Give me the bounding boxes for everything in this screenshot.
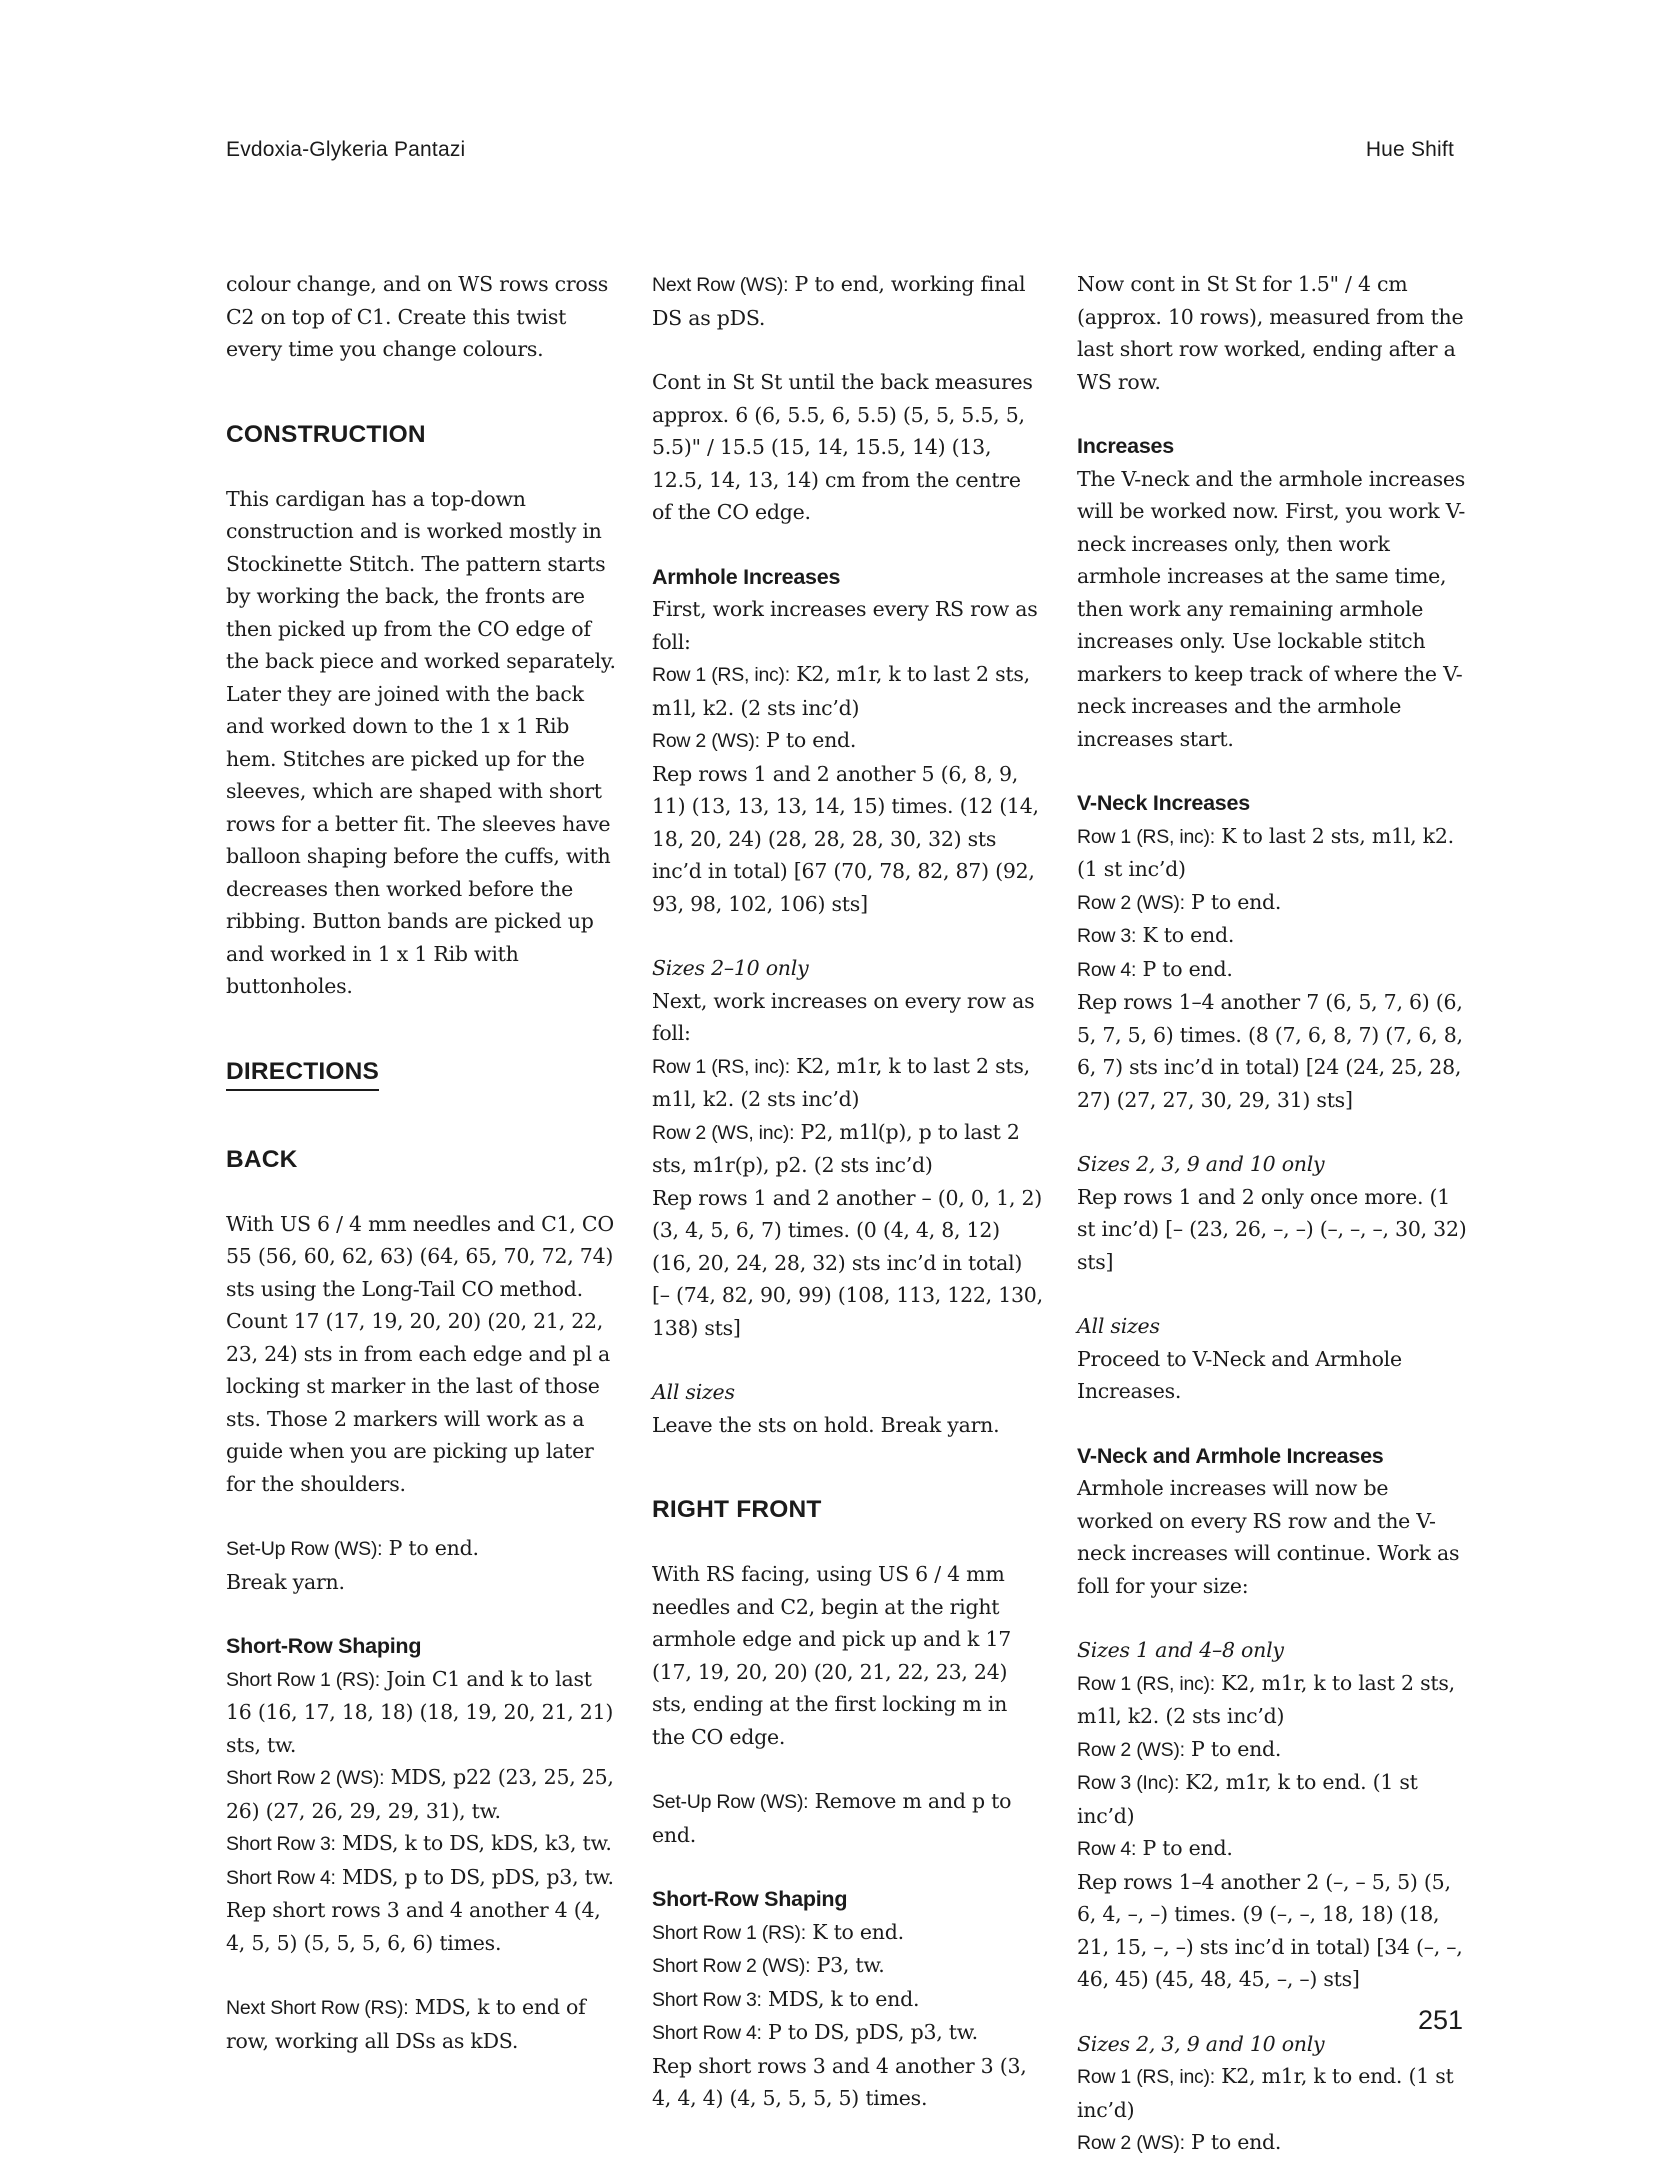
combined-row-4-label: Row 4:	[1077, 1838, 1137, 1860]
all-sizes-note: All sizes	[652, 1380, 735, 1404]
combined-row-3	[1077, 1766, 1469, 1832]
next-short-row-text: MDS, k to end of row, working all DSs as kDS.	[226, 1995, 586, 2053]
next-row-ws-label: Next Row (WS):	[652, 274, 789, 296]
rf-short-row-1-label: Short Row 1 (RS):	[652, 1921, 806, 1944]
final-row-1-text: K2, m1r, k to end. (1 st inc’d)	[1077, 2064, 1454, 2122]
combined-row-4	[1077, 1832, 1469, 1866]
armhole-increases-heading: Armhole Increases	[652, 564, 841, 589]
rf-short-row-1-text: K to end.	[805, 1919, 904, 1944]
v-neck-armhole-heading: V-Neck and Armhole Increases	[1077, 1443, 1384, 1468]
column-3	[1077, 268, 1469, 2160]
v-neck-row-4	[1077, 953, 1469, 987]
right-front-paragraph: With RS facing, using US 6 / 4 mm needles and C2, begin at the right armhole edge and pick up and k 17 (17, 19, 20, 20) (20, 21, 22, 23, 24) sts, ending at the first locking m in the CO edge.	[652, 1562, 1012, 1749]
right-front-heading: RIGHT FRONT	[652, 1496, 822, 1523]
next-row-ws-text: P to end, working final DS as pDS.	[652, 272, 1026, 330]
short-row-3-label: Short Row 3:	[226, 1833, 336, 1855]
combined-row-2-text: P to end.	[1184, 1736, 1282, 1761]
armhole-repeat: Rep rows 1 and 2 another 5 (6, 8, 9, 11) (13, 13, 13, 14, 15) times. (12 (14, 18, 20, 24) (28, 28, 28, 30, 32) sts inc’d in total) [67 (70, 78, 82, 87) (92, 93, 98, 102, 106) sts]	[652, 761, 1039, 916]
increases-paragraph: The V-neck and the armhole increases will be worked now. First, you work V-neck increases only, then work armhole increases at the same time, then work any remaining armhole increases only. Use lockable stitch markers to keep track of where the V-neck increases and the armhole increases start.	[1077, 466, 1466, 751]
back-paragraph: With US 6 / 4 mm needles and C1, CO 55 (56, 60, 62, 63) (64, 65, 70, 72, 74) sts using the Long-Tail CO method. Count 17 (17, 19, 20, 20) (20, 21, 22, 23, 24) sts in from each edge and pl a locking st marker in the last of those sts. Those 2 markers will work as a guide when you are picking up later for the shoulders.	[226, 1211, 614, 1496]
back-heading: BACK	[226, 1145, 298, 1173]
rf-short-row-shaping-heading: Short-Row Shaping	[652, 1887, 848, 1911]
rf-repeat-instruction: Rep short rows 3 and 4 another 3 (3, 4, 4, 4) (4, 5, 5, 5, 5) times.	[652, 2053, 1027, 2110]
armhole-intro: First, work increases every RS row as foll:	[652, 597, 1038, 654]
short-row-2-label: Short Row 2 (WS):	[226, 1767, 385, 1789]
combined-row-1-text: K2, m1r, k to last 2 sts, m1l, k2. (2 sts inc’d)	[1077, 1670, 1455, 1728]
all-sizes-note-2: All sizes	[1077, 1314, 1160, 1338]
armhole-row-2	[652, 724, 1044, 758]
v-neck-row-3-text: K to end.	[1136, 923, 1235, 947]
sizes-2-3-9-10-note: Sizes 2, 3, 9 and 10 only	[1077, 1152, 1325, 1176]
rf-short-row-4-label: Short Row 4:	[652, 2022, 762, 2044]
v-neck-row-3-label: Row 3:	[1077, 925, 1137, 947]
v-neck-row-2	[1077, 886, 1469, 920]
every-row-2	[652, 1116, 1044, 1182]
setup-row-label: Set-Up Row (WS):	[226, 1538, 383, 1560]
sizes-1-4-8-note: Sizes 1 and 4–8 only	[1077, 1638, 1284, 1662]
every-row-1-text: K2, m1r, k to last 2 sts, m1l, k2. (2 sts inc’d)	[652, 1053, 1030, 1111]
short-row-2	[226, 1761, 618, 1827]
next-work-increases: Next, work increases on every row as foll:	[652, 988, 1035, 1045]
directions-heading: DIRECTIONS	[226, 1056, 379, 1091]
final-row-2-text: P to end.	[1184, 2130, 1282, 2154]
armhole-row-1-label: Row 1 (RS, inc):	[652, 664, 790, 686]
combined-row-2-label: Row 2 (WS):	[1077, 1738, 1185, 1761]
combined-row-2	[1077, 1733, 1469, 1767]
v-neck-row-4-text: P to end.	[1136, 956, 1233, 981]
combined-row-3-label: Row 3 (Inc):	[1077, 1772, 1180, 1794]
rf-short-row-4	[652, 2016, 1044, 2050]
running-header-author: Evdoxia-Glykeria Pantazi	[226, 138, 466, 161]
short-row-2-text: MDS, p22 (23, 25, 25, 26) (27, 26, 29, 29, 31), tw.	[226, 1765, 614, 1823]
short-row-4	[226, 1861, 618, 1895]
short-row-1-label: Short Row 1 (RS):	[226, 1668, 380, 1691]
continue-paragraph: Cont in St St until the back measures approx. 6 (6, 5.5, 6, 5.5) (5, 5, 5.5, 5, 5.5)" / 15.5 (15, 14, 15.5, 14) (13, 12.5, 14, 13, 14) cm from the centre of the CO edge.	[652, 370, 1033, 524]
v-neck-row-1-label: Row 1 (RS, inc):	[1077, 825, 1215, 848]
v-neck-row-3	[1077, 919, 1469, 953]
v-neck-row-4-label: Row 4:	[1077, 958, 1137, 981]
short-row-1	[226, 1663, 618, 1762]
every-row-repeat: Rep rows 1 and 2 another – (0, 0, 1, 2) (3, 4, 5, 6, 7) times. (0 (4, 4, 8, 12) (16, 20, 24, 28, 32) sts inc’d in total) [– (74, 82, 90, 99) (108, 113, 122, 130, 138) sts]	[652, 1185, 1043, 1340]
construction-heading: CONSTRUCTION	[226, 420, 426, 448]
every-row-2-label: Row 2 (WS, inc):	[652, 1121, 795, 1144]
intro-paragraph: colour change, and on WS rows cross C2 on top of C1. Create this twist every time you change colours.	[226, 272, 609, 361]
rf-short-row-3	[652, 1983, 1044, 2017]
construction-paragraph: This cardigan has a top-down construction and is worked mostly in Stockinette Stitch. The pattern starts by working the back, the fronts are then picked up from the CO edge of the back piece and worked separately. Later they are joined with the back and worked down to the 1 x 1 Rib hem. Stitches are picked up for the sleeves, which are shaped with short rows for a better fit. The sleeves have balloon shaping before the cuffs, with decreases then worked before the ribbing. Button bands are picked up and worked in 1 x 1 Rib with buttonholes.	[226, 486, 616, 998]
v-neck-row-2-label: Row 2 (WS):	[1077, 891, 1185, 914]
v-neck-row-2-text: P to end.	[1184, 889, 1282, 914]
final-row-2-label: Row 2 (WS):	[1077, 2132, 1185, 2154]
rf-short-row-2-label: Short Row 2 (WS):	[652, 1955, 811, 1977]
every-row-1	[652, 1050, 1044, 1116]
short-row-4-text: MDS, p to DS, pDS, p3, tw.	[335, 1864, 614, 1889]
short-row-3-text: MDS, k to DS, kDS, k3, tw.	[335, 1831, 612, 1855]
every-row-2-text: P2, m1l(p), p to last 2 sts, m1r(p), p2. (2 sts inc’d)	[652, 1119, 1020, 1177]
v-neck-repeat: Rep rows 1–4 another 7 (6, 5, 7, 6) (6, 5, 7, 5, 6) times. (8 (7, 6, 8, 7) (7, 6, 8, 6, 7) sts inc’d in total) [24 (24, 25, 28, 27) (27, 27, 30, 29, 31) sts]	[1077, 990, 1463, 1112]
column-1	[226, 268, 618, 2057]
combined-row-1	[1077, 1667, 1469, 1733]
armhole-row-2-label: Row 2 (WS):	[652, 730, 760, 752]
leave-on-hold: Leave the sts on hold. Break yarn.	[652, 1412, 1000, 1437]
right-front-setup-label: Set-Up Row (WS):	[652, 1791, 809, 1813]
proceed-note: Proceed to V-Neck and Armhole Increases.	[1077, 1346, 1402, 1403]
next-row-ws	[652, 268, 1044, 334]
right-front-setup-row	[652, 1785, 1044, 1851]
sizes-2-3-9-10-note-b: Sizes 2, 3, 9 and 10 only	[1077, 2031, 1325, 2056]
page-number: 251	[1418, 2005, 1464, 2035]
short-row-3	[226, 1827, 618, 1861]
break-yarn: Break yarn.	[226, 1569, 345, 1594]
armhole-row-1	[652, 658, 1044, 724]
v-neck-armhole-paragraph: Armhole increases will now be worked on every RS row and the V-neck increases will continue. Work as foll for your size:	[1077, 1476, 1460, 1598]
repeat-once-more: Rep rows 1 and 2 only once more. (1 st inc’d) [– (23, 26, –, –) (–, –, –, 30, 32) sts]	[1077, 1184, 1467, 1274]
repeat-instruction: Rep short rows 3 and 4 another 4 (4, 4, 5, 5) (5, 5, 5, 6, 6) times.	[226, 1898, 601, 1955]
armhole-row-2-text: P to end.	[759, 728, 857, 752]
increases-heading: Increases	[1077, 434, 1174, 458]
v-neck-row-1-text: K to last 2 sts, m1l, k2. (1 st inc’d)	[1077, 823, 1454, 881]
running-header-title: Hue Shift	[1365, 138, 1454, 161]
next-short-row	[226, 1991, 618, 2057]
setup-row-text: P to end.	[382, 1536, 479, 1560]
combined-repeat: Rep rows 1–4 another 2 (–, – 5, 5) (5, 6, 4, –, –) times. (9 (–, –, 18, 18) (18, 21, 15, –, –) sts inc’d in total) [34 (–, –, 46, 45) (45, 48, 45, –, –) sts]	[1077, 1869, 1463, 1991]
setup-row	[226, 1532, 618, 1566]
final-row-2	[1077, 2126, 1469, 2160]
sizes-2-10-note: Sizes 2–10 only	[652, 956, 809, 980]
combined-row-3-text: K2, m1r, k to end. (1 st inc’d)	[1077, 1770, 1418, 1828]
combined-row-4-text: P to end.	[1136, 1836, 1233, 1860]
right-front-setup-text: Remove m and p to end.	[652, 1789, 1012, 1847]
rf-short-row-2-text: P3, tw.	[810, 1953, 885, 1977]
rf-short-row-3-label: Short Row 3:	[652, 1988, 762, 2011]
v-neck-row-1	[1077, 820, 1469, 886]
every-row-1-label: Row 1 (RS, inc):	[652, 1055, 790, 1078]
short-row-1-text: Join C1 and k to last 16 (16, 17, 18, 18) (18, 19, 20, 21, 21) sts, tw.	[226, 1666, 614, 1757]
next-short-row-label: Next Short Row (RS):	[226, 1997, 409, 2019]
rf-short-row-4-text: P to DS, pDS, p3, tw.	[761, 2020, 978, 2044]
combined-row-1-label: Row 1 (RS, inc):	[1077, 1672, 1215, 1695]
continue-st-st: Now cont in St St for 1.5" / 4 cm (approx. 10 rows), measured from the last short row worked, ending after a WS row.	[1077, 272, 1464, 394]
column-2	[652, 268, 1044, 2115]
v-neck-increases-heading: V-Neck Increases	[1077, 791, 1250, 815]
short-row-4-label: Short Row 4:	[226, 1866, 336, 1889]
rf-short-row-2	[652, 1949, 1044, 1983]
rf-short-row-3-text: MDS, k to end.	[761, 1986, 920, 2011]
rf-short-row-1	[652, 1916, 1044, 1950]
final-row-1	[1077, 2060, 1469, 2126]
final-row-1-label: Row 1 (RS, inc):	[1077, 2066, 1215, 2088]
short-row-shaping-heading: Short-Row Shaping	[226, 1634, 422, 1658]
armhole-row-1-text: K2, m1r, k to last 2 sts, m1l, k2. (2 sts inc’d)	[652, 662, 1030, 720]
